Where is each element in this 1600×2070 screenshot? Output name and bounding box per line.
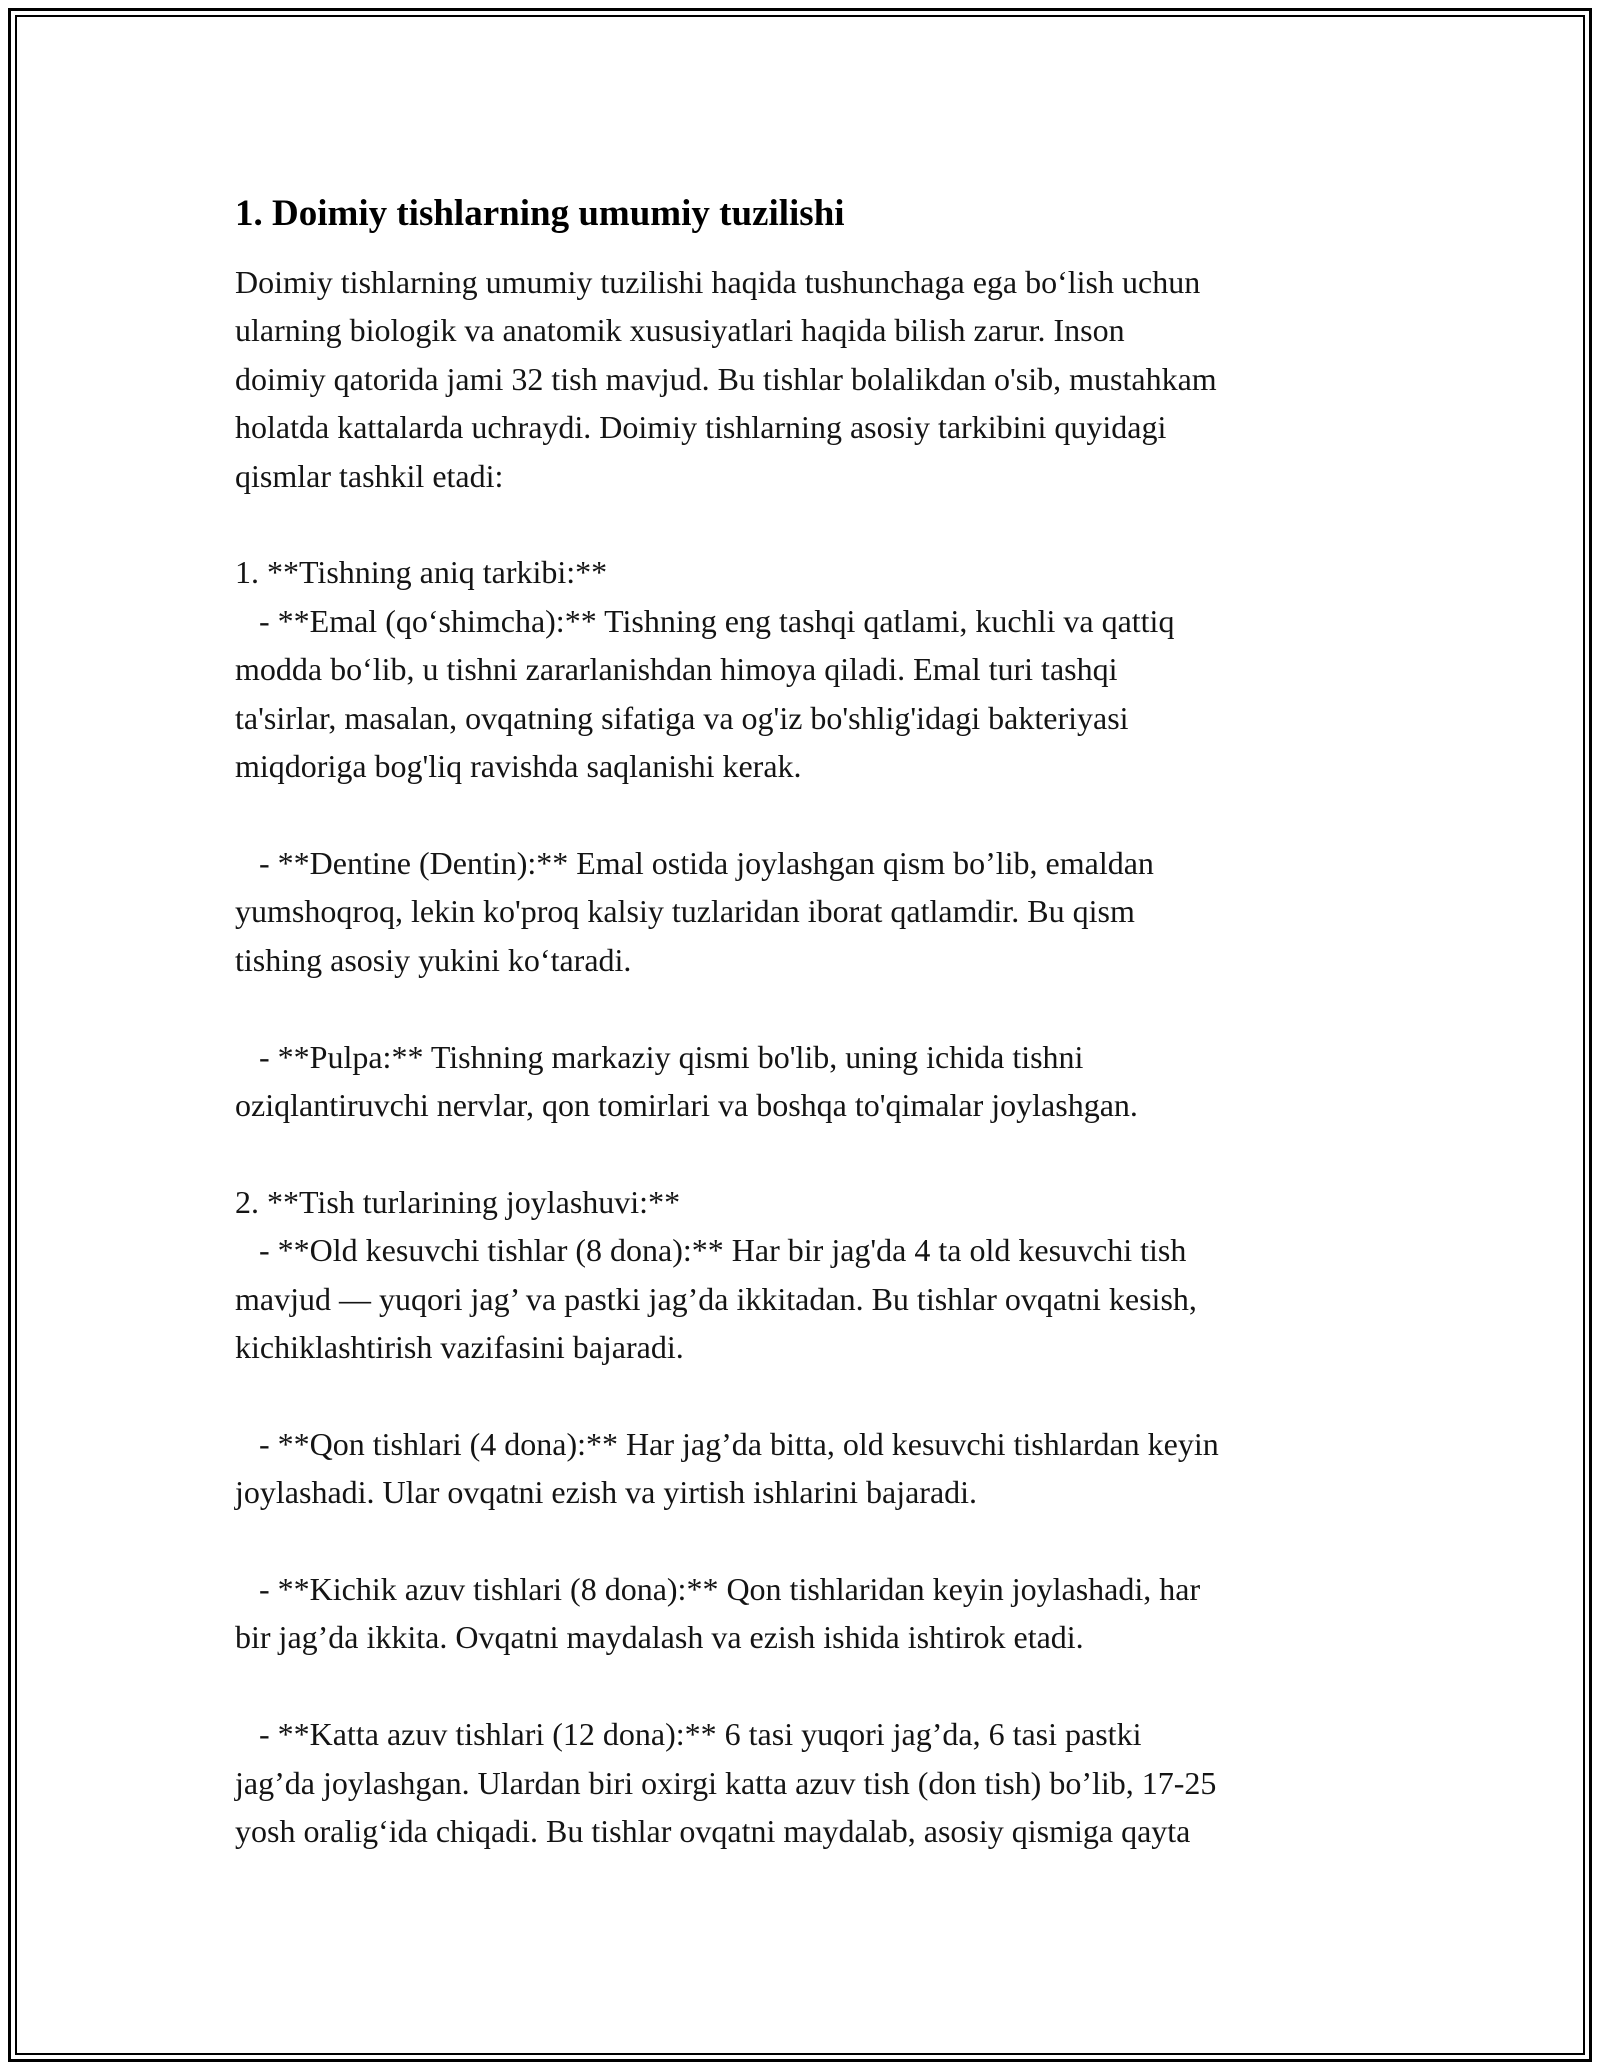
- section-heading: 1. Doimiy tishlarning umumiy tuzilishi: [235, 193, 845, 234]
- body-text: Doimiy tishlarning umumiy tuzilishi haqida tushunchaga ega bo‘lish uchun ularning biologik va anatomik xususiyatlari haqida bilish zarur. Inson doimiy qatorida jami 32 tish mavjud. Bu tishlar bolalikdan o'sib, mustahkam holatda kattalarda uchraydi. Doimiy tishlarning asosiy tarkibini quyidagi qismlar tashkil etadi: 1. **Tishning aniq tarkibi:** - **Emal (qo‘shimcha):** Tishning eng tashqi qatlami, kuchli va qattiq modda bo‘lib, u tishni zararlanishdan himoya qiladi. Emal turi tashqi ta'sirlar, masalan, ovqatning sifatiga va og'iz bo'shlig'idagi bakteriyasi miqdoriga bog'liq ravishda saqlanishi kerak. - **Dentine (Dentin):** Emal ostida joylashgan qism bo’lib, emaldan yumshoqroq, lekin ko'proq kalsiy tuzlaridan iborat qatlamdir. Bu qism tishing asosiy yukini ko‘taradi. - **Pulpa:** Tishning markaziy qismi bo'lib, uning ichida tishni oziqlantiruvchi nervlar, qon tomirlari va boshqa to'qimalar joylashgan. 2. **Tish turlarining joylashuvi:** - **Old kesuvchi tishlar (8 dona):** Har bir jag'da 4 ta old kesuvchi tish mavjud — yuqori jag’ va pastki jag’da ikkitadan. Bu tishlar ovqatni kesish, kichiklashtirish vazifasini bajaradi. - **Qon tishlari (4 dona):** Har jag’da bitta, old kesuvchi tishlardan keyin joylashadi. Ular ovqatni ezish va yirtish ishlarini bajaradi. - **Kichik azuv tishlari (8 dona):** Qon tishlaridan keyin joylashadi, har bir jag’da ikkita. Ovqatni maydalash va ezish ishida ishtirok etadi. - **Katta azuv tishlari (12 dona):** 6 tasi yuqori jag’da, 6 tasi pastki jag’da joylashgan. Ulardan biri oxirgi katta azuv tish (don tish) bo’lib, 17-25 yosh oralig‘ida chiqadi. Bu tishlar ovqatni maydalab, asosiy qismiga qayta: [235, 264, 1219, 1849]
- document-content: [235, 186, 1395, 1855]
